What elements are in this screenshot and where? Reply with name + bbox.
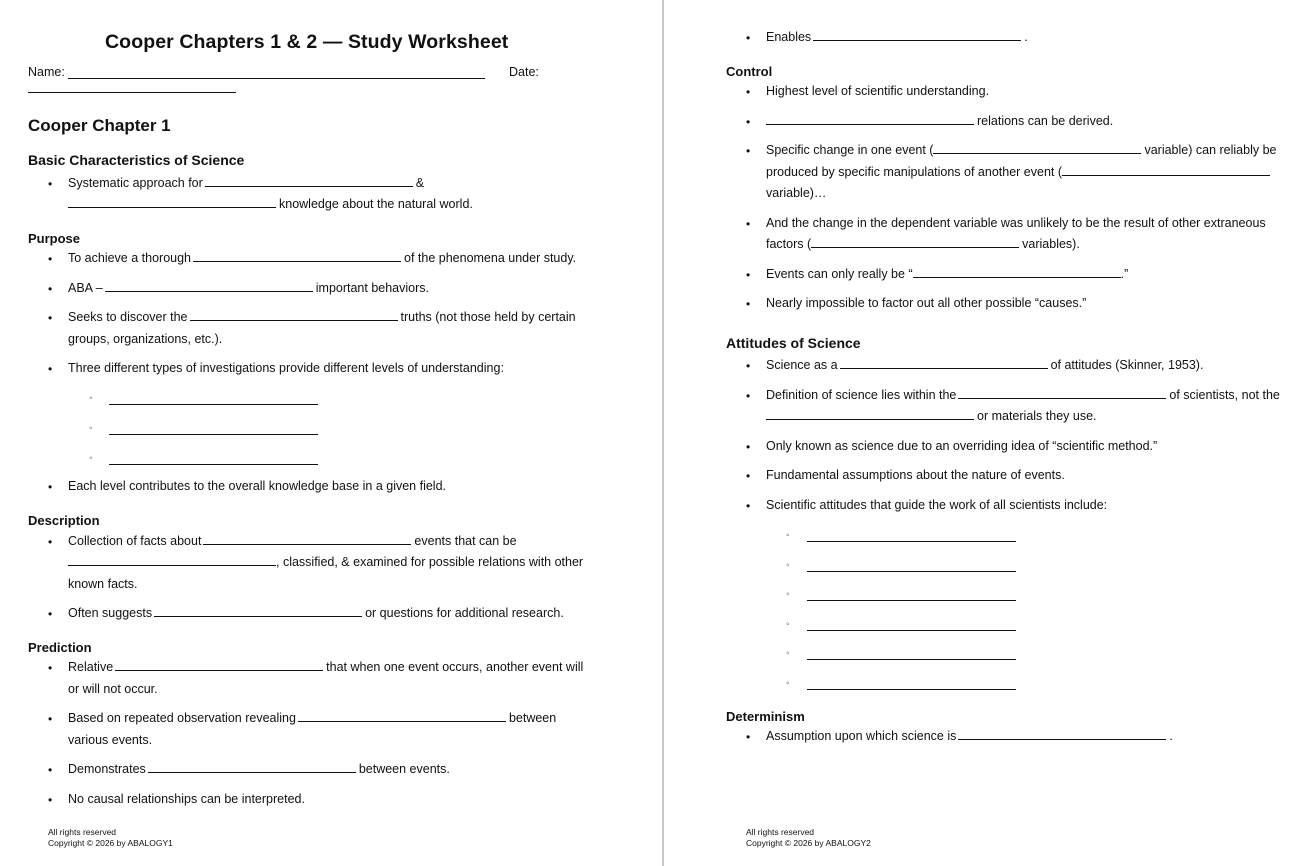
- answer-blank[interactable]: [205, 176, 413, 187]
- list-item: Highest level of scientific understanding.: [766, 84, 990, 98]
- answer-blank[interactable]: [105, 281, 313, 292]
- answer-blank[interactable]: [807, 600, 1016, 601]
- bullet-icon: •: [48, 311, 53, 325]
- list-item: Fundamental assumptions about the nature of events.: [766, 468, 1065, 482]
- basic-characteristics-heading: Basic Characteristics of Science: [28, 152, 245, 168]
- footer: [48, 827, 173, 849]
- list-item-continuation: factors ( variables).: [766, 237, 1080, 251]
- footer-copyright: Copyright © 2026 by ABALOGY1: [48, 838, 173, 848]
- answer-blank[interactable]: [840, 358, 1048, 369]
- answer-blank[interactable]: [298, 711, 506, 722]
- list-item: Definition of science lies within the of scientists, not the: [766, 388, 1280, 402]
- right-page: [664, 0, 1289, 866]
- list-item: Seeks to discover the truths (not those held by certain: [68, 310, 576, 324]
- bullet-icon: •: [48, 763, 53, 777]
- bullet-icon: •: [48, 362, 53, 376]
- list-item: And the change in the dependent variable was unlikely to be the result of other extraneous: [766, 216, 1266, 230]
- bullet-icon: •: [746, 499, 751, 513]
- bullet-icon: •: [746, 115, 751, 129]
- answer-blank[interactable]: [766, 114, 974, 125]
- list-item: Assumption upon which science is .: [766, 729, 1173, 743]
- list-item: Three different types of investigations provide different levels of understanding:: [68, 361, 504, 375]
- bullet-icon: •: [48, 793, 53, 807]
- bullet-icon: •: [746, 730, 751, 744]
- chapter-heading: Cooper Chapter 1: [28, 116, 171, 135]
- bullet-icon: •: [48, 282, 53, 296]
- bullet-icon: •: [48, 661, 53, 675]
- answer-blank[interactable]: [958, 729, 1166, 740]
- list-item: Only known as science due to an overriding idea of “scientific method.”: [766, 439, 1158, 453]
- answer-blank[interactable]: [807, 541, 1016, 542]
- answer-blank[interactable]: [68, 197, 276, 208]
- answer-blank[interactable]: [933, 143, 1141, 154]
- answer-blank[interactable]: [913, 267, 1121, 278]
- list-item: Demonstrates between events.: [68, 762, 450, 776]
- sub-bullet-icon: ◦: [786, 530, 790, 541]
- bullet-icon: •: [746, 144, 751, 158]
- bullet-icon: •: [746, 85, 751, 99]
- list-item: Enables .: [766, 30, 1028, 44]
- answer-blank[interactable]: [807, 659, 1016, 660]
- answer-blank[interactable]: [813, 30, 1021, 41]
- bullet-icon: •: [746, 359, 751, 373]
- bullet-icon: •: [746, 297, 751, 311]
- bullet-icon: •: [48, 712, 53, 726]
- date-field[interactable]: [28, 92, 236, 93]
- bullet-icon: •: [746, 217, 751, 231]
- list-item: No causal relationships can be interpreted.: [68, 792, 305, 806]
- answer-blank[interactable]: [115, 660, 323, 671]
- list-item: Specific change in one event ( variable) can reliably be: [766, 143, 1277, 157]
- list-item: Scientific attitudes that guide the work of all scientists include:: [766, 498, 1108, 512]
- answer-blank[interactable]: [193, 251, 401, 262]
- list-item-continuation: various events.: [68, 733, 153, 747]
- list-item-continuation: knowledge about the natural world.: [68, 197, 473, 211]
- list-item: Nearly impossible to factor out all other possible “causes.”: [766, 296, 1087, 310]
- list-item: Based on repeated observation revealing between: [68, 711, 557, 725]
- answer-blank[interactable]: [203, 534, 411, 545]
- bullet-icon: •: [48, 535, 53, 549]
- bullet-icon: •: [746, 469, 751, 483]
- answer-blank[interactable]: [109, 434, 318, 435]
- list-item-continuation: produced by specific manipulations of another event (: [766, 165, 1270, 179]
- answer-blank[interactable]: [1062, 165, 1270, 176]
- sub-bullet-icon: ◦: [89, 423, 93, 434]
- list-item: Events can only really be “ .”: [766, 267, 1129, 281]
- bullet-icon: •: [746, 440, 751, 454]
- bullet-icon: •: [48, 607, 53, 621]
- sub-bullet-icon: ◦: [89, 393, 93, 404]
- attitudes-heading: Attitudes of Science: [726, 335, 861, 351]
- footer-copyright: Copyright © 2026 by ABALOGY2: [746, 838, 871, 848]
- description-heading: Description: [28, 513, 100, 528]
- list-item: To achieve a thorough of the phenomena under study.: [68, 251, 577, 265]
- answer-blank[interactable]: [958, 388, 1166, 399]
- worksheet-title: Cooper Chapters 1 & 2 — Study Worksheet: [105, 31, 509, 53]
- list-item-continuation: or materials they use.: [766, 409, 1097, 423]
- answer-blank[interactable]: [766, 409, 974, 420]
- name-label: Name:: [28, 65, 65, 79]
- answer-blank[interactable]: [109, 464, 318, 465]
- footer-rights: All rights reserved: [746, 827, 815, 837]
- bullet-icon: •: [746, 268, 751, 282]
- purpose-heading: Purpose: [28, 231, 81, 246]
- footer-rights: All rights reserved: [48, 827, 117, 837]
- footer: [746, 827, 871, 849]
- list-item: Collection of facts about events that can be: [68, 534, 517, 548]
- bullet-icon: •: [746, 389, 751, 403]
- list-item-continuation: or will not occur.: [68, 682, 158, 696]
- answer-blank[interactable]: [811, 237, 1019, 248]
- determinism-heading: Determinism: [726, 709, 805, 724]
- answer-blank[interactable]: [190, 310, 398, 321]
- bullet-icon: •: [48, 252, 53, 266]
- list-item-continuation: variable)…: [766, 186, 827, 200]
- answer-blank[interactable]: [154, 606, 362, 617]
- list-item-continuation: , classified, & examined for possible relations with other: [68, 555, 583, 569]
- sub-bullet-icon: ◦: [786, 648, 790, 659]
- answer-blank[interactable]: [109, 404, 318, 405]
- list-item: Each level contributes to the overall knowledge base in a given field.: [68, 479, 447, 493]
- list-item: Often suggests or questions for additional research.: [68, 606, 564, 620]
- list-item-continuation: known facts.: [68, 577, 138, 591]
- list-item-continuation: groups, organizations, etc.).: [68, 332, 223, 346]
- sub-bullet-icon: ◦: [89, 453, 93, 464]
- sub-bullet-icon: ◦: [786, 560, 790, 571]
- prediction-heading: Prediction: [28, 640, 92, 655]
- answer-blank[interactable]: [807, 630, 1016, 631]
- answer-blank[interactable]: [807, 689, 1016, 690]
- answer-blank[interactable]: [807, 571, 1016, 572]
- list-item: relations can be derived.: [766, 114, 1113, 128]
- control-heading: Control: [726, 64, 773, 79]
- bullet-icon: •: [48, 177, 53, 191]
- sub-bullet-icon: ◦: [786, 619, 790, 630]
- list-item: Systematic approach for &: [68, 176, 425, 190]
- list-item: ABA – important behaviors.: [68, 281, 430, 295]
- sub-bullet-icon: ◦: [786, 678, 790, 689]
- list-item: Relative that when one event occurs, another event will: [68, 660, 584, 674]
- list-item: Science as a of attitudes (Skinner, 1953).: [766, 358, 1204, 372]
- bullet-icon: •: [48, 480, 53, 494]
- sub-bullet-icon: ◦: [786, 589, 790, 600]
- answer-blank[interactable]: [68, 555, 276, 566]
- answer-blank[interactable]: [148, 762, 356, 773]
- bullet-icon: •: [746, 31, 751, 45]
- date-label: Date:: [509, 65, 539, 79]
- name-field[interactable]: [68, 78, 485, 79]
